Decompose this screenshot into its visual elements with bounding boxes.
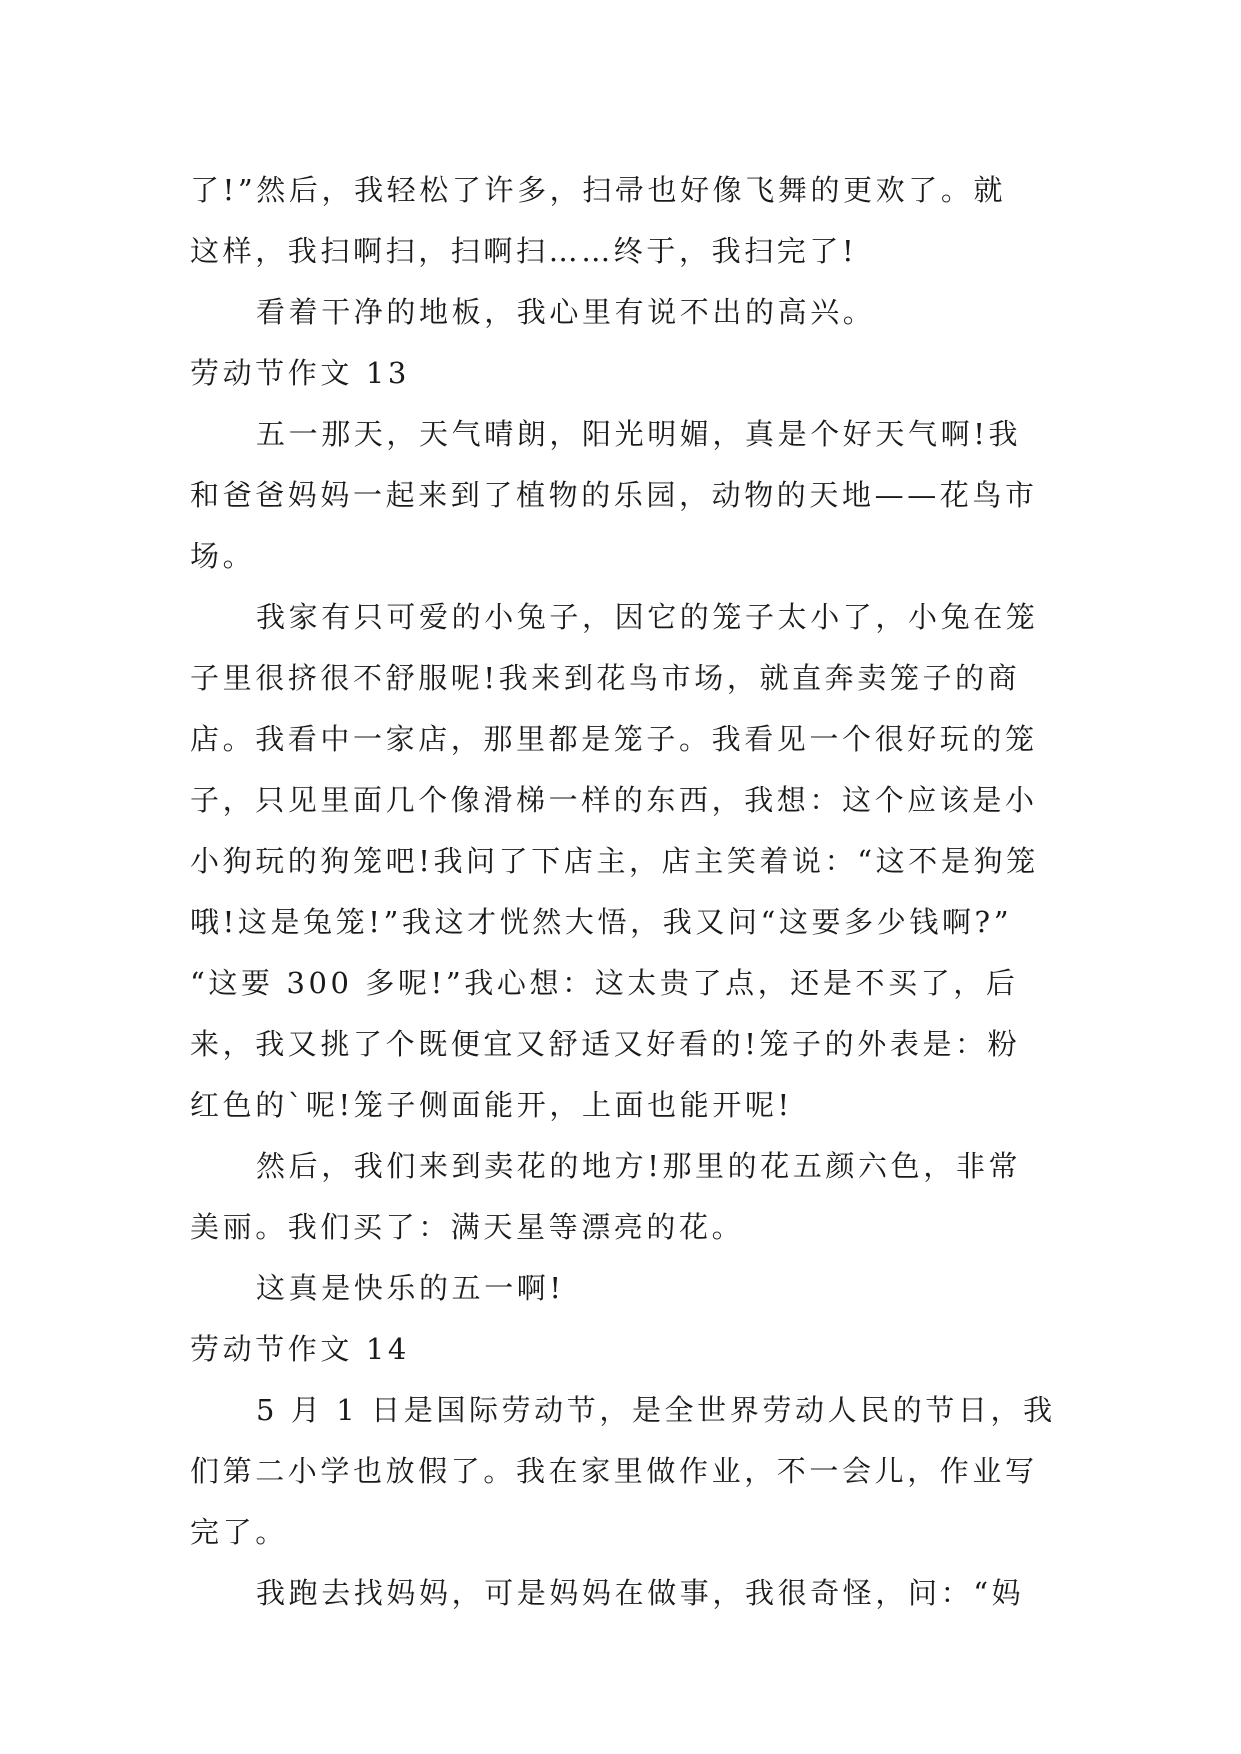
paragraph-line: 来，我又挑了个既便宜又舒适又好看的!笼子的外表是：粉	[190, 1027, 1021, 1061]
paragraph-line: 小狗玩的狗笼吧!我问了下店主，店主笑着说：“这不是狗笼	[190, 844, 1039, 878]
paragraph-line: 店。我看中一家店，那里都是笼子。我看见一个很好玩的笼	[190, 722, 1038, 756]
paragraph-line: 这真是快乐的五一啊!	[256, 1271, 565, 1305]
paragraph-line: 和爸爸妈妈一起来到了植物的乐园，动物的天地——花鸟市	[190, 478, 1038, 512]
essay-text	[190, 160, 1056, 1624]
paragraph-line: 们第二小学也放假了。我在家里做作业，不一会儿，作业写	[190, 1454, 1038, 1488]
paragraph-line: 完了。	[190, 1515, 288, 1549]
paragraph-line: 红色的`呢!笼子侧面能开，上面也能开呢!	[190, 1088, 793, 1122]
paragraph-line: 这样，我扫啊扫，扫啊扫……终于，我扫完了!	[190, 234, 858, 268]
paragraph-line: 我家有只可爱的小兔子，因它的笼子太小了，小兔在笼	[256, 600, 1039, 634]
paragraph-line: 子，只见里面几个像滑梯一样的东西，我想：这个应该是小	[190, 783, 1038, 817]
paragraph-line: 看着干净的地板，我心里有说不出的高兴。	[256, 295, 876, 329]
paragraph-line: 了!”然后，我轻松了许多，扫帚也好像飞舞的更欢了。就	[190, 173, 1007, 207]
paragraph-line: 然后，我们来到卖花的地方!那里的花五颜六色，非常	[256, 1149, 1022, 1183]
paragraph-line: “这要 300 多呢!”我心想：这太贵了点，还是不买了，后	[190, 966, 1019, 1000]
paragraph-line: 子里很挤很不舒服呢!我来到花鸟市场，就直奔卖笼子的商	[190, 661, 1021, 695]
paragraph-line: 哦!这是兔笼!”我这才恍然大悟，我又问“这要多少钱啊?”	[190, 905, 1013, 939]
section-heading: 劳动节作文 14	[190, 1332, 410, 1366]
paragraph-line: 美丽。我们买了：满天星等漂亮的花。	[190, 1210, 745, 1244]
paragraph-line: 我跑去找妈妈，可是妈妈在做事，我很奇怪，问：“妈	[256, 1576, 1025, 1610]
paragraph-line: 五一那天，天气晴朗，阳光明媚，真是个好天气啊!我	[256, 417, 1022, 451]
paragraph-line: 场。	[190, 539, 256, 573]
section-heading: 劳动节作文 13	[190, 356, 410, 390]
paragraph-line: 5 月 1 日是国际劳动节，是全世界劳动人民的节日，我	[256, 1393, 1056, 1427]
